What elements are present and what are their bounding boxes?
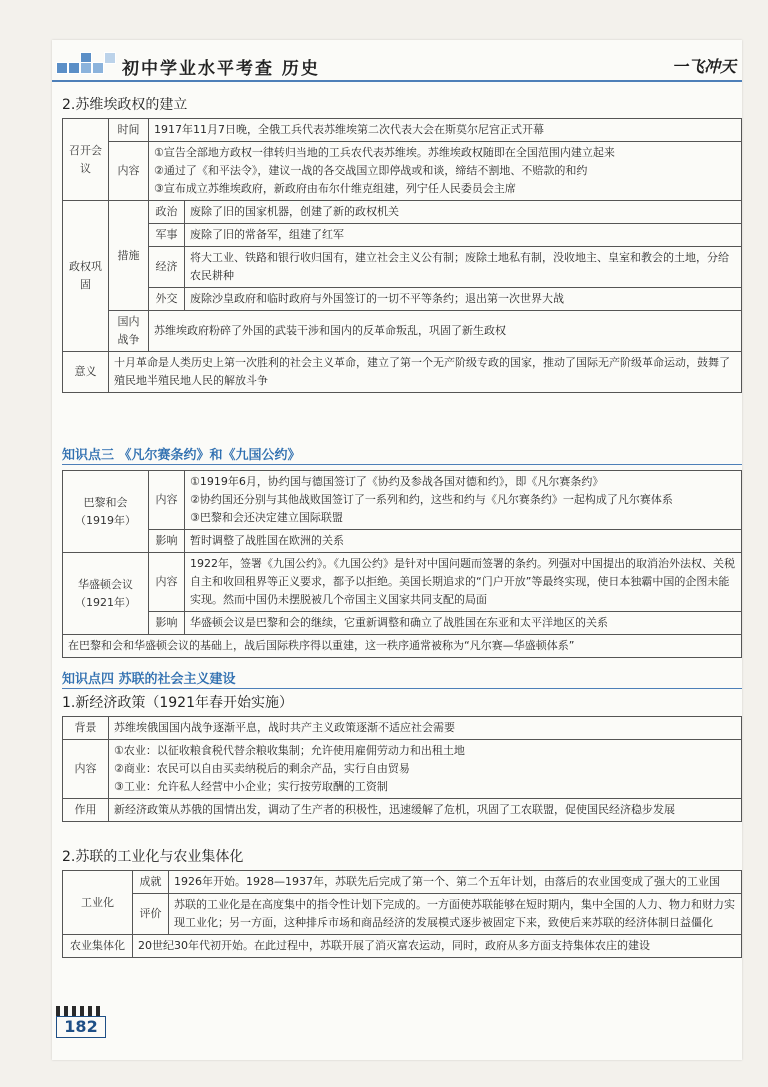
book-page xyxy=(52,40,742,1060)
washington-effect: 华盛顿会议是巴黎和会的继续，它重新调整和确立了战胜国在东亚和太平洋地区的关系 xyxy=(185,612,742,635)
measures-label: 措施 xyxy=(109,201,149,311)
military-label: 军事 xyxy=(149,224,185,247)
nep-content-item: ③工业：允许私人经营中小企业；实行按劳取酬的工资制 xyxy=(114,780,388,793)
meeting-content xyxy=(149,142,742,201)
meeting-content-item: ②通过了《和平法令》，建议一战的各交战国立即停战或和谈，缔结不割地、不赔款的和约 xyxy=(154,164,588,177)
nep-content-item: ②商业：农民可以自由买卖纳税后的剩余产品，实行自由贸易 xyxy=(114,762,410,775)
page-header xyxy=(52,40,742,88)
politics-label: 政治 xyxy=(149,201,185,224)
evaluation-text: 苏联的工业化是在高度集中的指令性计划下完成的。一方面使苏联能够在短时期内，集中全国的人力、物力和财力实现工业化；另一方面，这种排斥市场和商品经济的发展模式逐步被固定下来，致使后来苏联的经济体制日益僵化 xyxy=(169,894,742,935)
paris-effect: 暂时调整了战胜国在欧洲的关系 xyxy=(185,530,742,553)
versailles-table xyxy=(62,470,742,658)
politics-text: 废除了旧的国家机器，创建了新的政权机关 xyxy=(185,201,742,224)
consolidate-label: 政权巩固 xyxy=(63,201,109,352)
economy-text: 将大工业、铁路和银行收归国有，建立社会主义公有制；废除土地私有制，没收地主、皇室和教会的土地，分给农民耕种 xyxy=(185,247,742,288)
kp3-rule xyxy=(62,464,742,465)
kp4-rule xyxy=(62,688,742,689)
header-rule xyxy=(52,80,742,82)
industrialization-table xyxy=(62,870,742,958)
paris-content-item: ②协约国还分别与其他战败国签订了一系列和约，这些和约与《凡尔赛条约》一起构成了凡尔赛体系 xyxy=(190,493,673,506)
meaning-text: 十月革命是人类历史上第一次胜利的社会主义革命，建立了第一个无产阶级专政的国家，推动了国际无产阶级革命运动，鼓舞了殖民地半殖民地人民的解放斗争 xyxy=(109,352,742,393)
kp3-title: 知识点三 《凡尔赛条约》和《九国公约》 xyxy=(62,448,301,463)
nep-effect-label: 作用 xyxy=(63,799,109,822)
evaluation-label: 评价 xyxy=(133,894,169,935)
paris-content-item: ①1919年6月，协约国与德国签订了《协约及参战各国对德和约》，即《凡尔赛条约》 xyxy=(190,475,604,488)
agri-text: 20世纪30年代初开始。在此过程中，苏联开展了消灭富农运动，同时，政府从多方面支持集体农庄的建设 xyxy=(133,935,742,958)
meaning-label: 意义 xyxy=(63,352,109,393)
nep-content xyxy=(109,740,742,799)
meeting-content-item: ①宣告全部地方政权一律转归当地的工兵农代表苏维埃。苏维埃政权随即在全国范围内建立起来 xyxy=(154,146,615,159)
background-label: 背景 xyxy=(63,717,109,740)
paris-label: 巴黎和会（1919年） xyxy=(63,471,149,553)
meeting-label: 召开会议 xyxy=(63,119,109,201)
nep-effect-text: 新经济政策从苏俄的国情出发，调动了生产者的积极性，迅速缓解了危机，巩固了工农联盟，促使国民经济稳步发展 xyxy=(109,799,742,822)
background-text: 苏维埃俄国国内战争逐渐平息，战时共产主义政策逐渐不适应社会需要 xyxy=(109,717,742,740)
agri-label: 农业集体化 xyxy=(63,935,133,958)
washington-content: 1922年，签署《九国公约》。《九国公约》是针对中国问题而签署的条约。列强对中国提出的取消治外法权、关税自主和收回租界等正义要求，都予以拒绝。美国长期追求的“门户开放”等最终实现，使日本独霸中国的企图未能实现。然而中国仍未摆脱被几个帝国主义国家共同支配的局面 xyxy=(185,553,742,612)
paris-content-label: 内容 xyxy=(149,471,185,530)
kp4-title: 知识点四 苏联的社会主义建设 xyxy=(62,672,236,687)
nep-content-item: ①农业：以征收粮食税代替余粮收集制；允许使用雇佣劳动力和出租土地 xyxy=(114,744,465,757)
nep-title: 1.新经济政策（1921年春开始实施） xyxy=(62,695,293,711)
paris-content-item: ③巴黎和会还决定建立国际联盟 xyxy=(190,511,343,524)
washington-effect-label: 影响 xyxy=(149,612,185,635)
content-label: 内容 xyxy=(109,142,149,201)
civilwar-label: 国内战争 xyxy=(109,311,149,352)
achievement-label: 成就 xyxy=(133,871,169,894)
diplomacy-text: 废除沙皇政府和临时政府与外国签订的一切不平等条约；退出第一次世界大战 xyxy=(185,288,742,311)
diplomacy-label: 外交 xyxy=(149,288,185,311)
nep-content-label: 内容 xyxy=(63,740,109,799)
washington-label: 华盛顿会议（1921年） xyxy=(63,553,149,635)
military-text: 废除了旧的常备军，组建了红军 xyxy=(185,224,742,247)
header-title: 初中学业水平考查 历史 xyxy=(122,59,320,79)
time-label: 时间 xyxy=(109,119,149,142)
industrialization-title: 2.苏联的工业化与农业集体化 xyxy=(62,849,244,865)
soviet-regime-table xyxy=(62,118,742,393)
system-summary: 在巴黎和会和华盛顿会议的基础上，战后国际秩序得以重建，这一秩序通常被称为“凡尔赛—华盛顿体系” xyxy=(63,635,742,658)
industry-label: 工业化 xyxy=(63,871,133,935)
paris-effect-label: 影响 xyxy=(149,530,185,553)
civilwar-text: 苏维埃政府粉碎了外国的武装干涉和国内的反革命叛乱，巩固了新生政权 xyxy=(149,311,742,352)
page-number: 182 xyxy=(56,1016,106,1038)
achievement-text: 1926年开始。1928—1937年，苏联先后完成了第一个、第二个五年计划，由落后的农业国变成了强大的工业国 xyxy=(169,871,742,894)
footer-stripes xyxy=(56,1006,104,1016)
paris-content xyxy=(185,471,742,530)
page-footer xyxy=(56,1006,106,1036)
time-text: 1917年11月7日晚，全俄工兵代表苏维埃第二次代表大会在斯莫尔尼宫正式开幕 xyxy=(149,119,742,142)
economy-label: 经济 xyxy=(149,247,185,288)
header-logo-blocks xyxy=(56,52,126,82)
header-brand: 一飞冲天 xyxy=(671,57,736,76)
washington-content-label: 内容 xyxy=(149,553,185,612)
meeting-content-item: ③宣布成立苏维埃政府，新政府由布尔什维克组建，列宁任人民委员会主席 xyxy=(154,182,516,195)
nep-table xyxy=(62,716,742,822)
section-title-soviet-regime: 2.苏维埃政权的建立 xyxy=(62,97,188,113)
